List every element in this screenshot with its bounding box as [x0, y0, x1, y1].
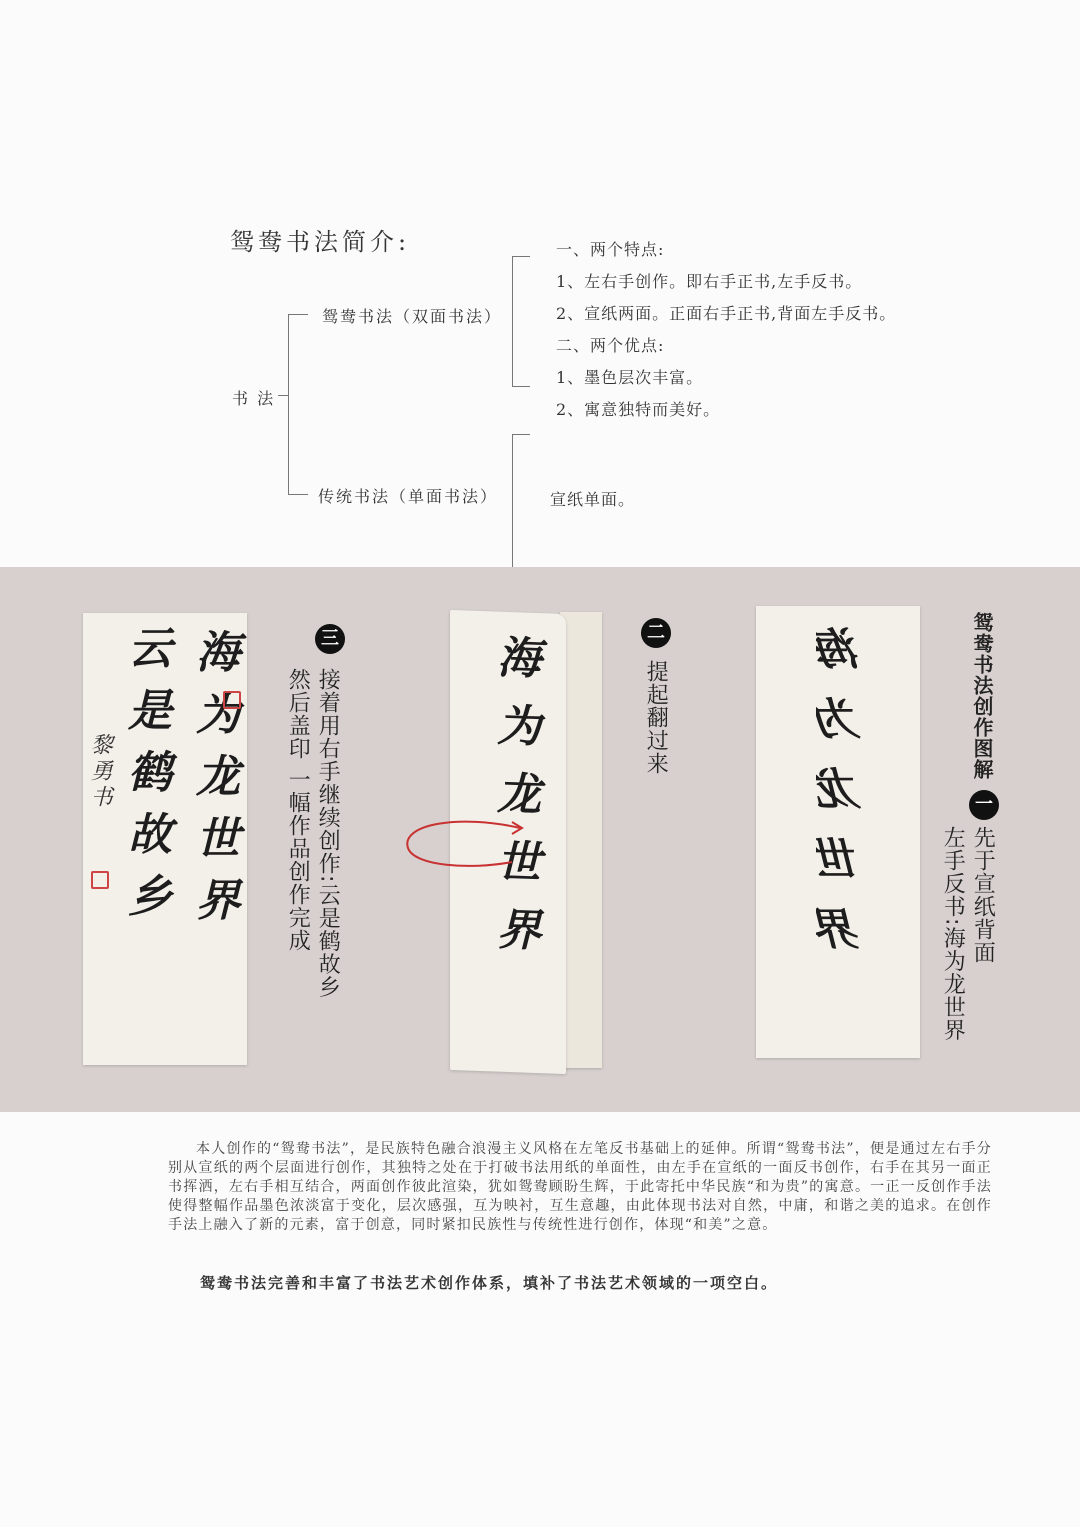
- conclusion-line: 鸳鸯书法完善和丰富了书法艺术创作体系，填补了书法艺术领域的一项空白。: [200, 1274, 779, 1292]
- seal-top: [223, 691, 241, 709]
- artwork-back-mirror: [756, 606, 920, 1058]
- step3-line1: 接着用右手继续创作:云是鹤故乡: [315, 668, 341, 999]
- dual-item-1: 一、两个特点:: [556, 240, 665, 259]
- bracket-dual-bottom: [512, 386, 530, 387]
- step3-badge: 三: [315, 624, 345, 654]
- step1-line2: 左手反书:海为龙世界: [940, 826, 966, 1042]
- flip-arrow-icon: [400, 818, 530, 878]
- bracket-trad-vertical: [512, 434, 513, 567]
- tree-branch-bottom: [288, 494, 308, 495]
- bracket-dual-vertical: [512, 256, 513, 386]
- step1-line1: 先于宣纸背面: [970, 826, 996, 964]
- artwork-back-sheet: [560, 612, 602, 1068]
- dual-item-4: 二、两个优点:: [556, 336, 665, 355]
- dual-item-3: 2、宣纸两面。正面右手正书,背面左手反书。: [556, 304, 897, 323]
- dual-item-2: 1、左右手创作。即右手正书,左手反书。: [556, 272, 863, 291]
- final-calligraphy-left-col: 云是鹤故乡: [120, 625, 171, 935]
- description-paragraph: 本人创作的“鸳鸯书法”，是民族特色融合浪漫主义风格在左笔反书基础上的延伸。所谓“鸳鸯书法”，便是通过左右手分别从宣纸的两个层面进行创作，其独特之处在于打破书法用纸的单面性，由左手在宣纸的一面反书创作，右手在其另一面正书挥洒，左右手相互结合，两面创作彼此渲染，犹如鸳鸯顾盼生辉，于此寄托中华民族“和为贵”的寓意。一正一反创作手法使得整幅作品墨色浓淡富于变化，层次感强，互为映衬，互生意趣，由此体现书法对自然，中庸，和谐之美的追求。在创作手法上融入了新的元素，富于创意，同时紧扣民族性与传统性进行创作，体现“和美”之意。: [168, 1141, 992, 1233]
- step3-line2: 然后盖印 一幅作品创作完成: [285, 668, 311, 952]
- dual-item-5: 1、墨色层次丰富。: [556, 368, 704, 387]
- tree-root-label: 书 法: [232, 389, 276, 408]
- step2-badge: 二: [641, 618, 671, 648]
- artwork-final: [83, 613, 247, 1065]
- traditional-item: 宣纸单面。: [550, 490, 636, 509]
- intro-title: 鸳鸯书法简介:: [230, 228, 411, 256]
- seal-signature: [91, 871, 109, 889]
- bracket-dual-top: [512, 256, 530, 257]
- tree-branch-top: [288, 314, 308, 315]
- artist-signature: 黎勇书: [87, 733, 113, 811]
- dual-item-6: 2、寓意独特而美好。: [556, 400, 721, 419]
- step2-line1: 提起翻过来: [643, 660, 669, 775]
- bracket-trad-top: [512, 434, 530, 435]
- mirror-calligraphy: 海为龙世界: [818, 626, 869, 976]
- branch-dual-label: 鸳鸯书法（双面书法）: [322, 307, 503, 326]
- tree-root-stub: [278, 395, 288, 396]
- diagram-title: 鸳鸯书法创作图解: [970, 612, 994, 780]
- tree-vertical-main: [288, 314, 289, 494]
- flipping-calligraphy: 海为龙世界: [489, 633, 540, 976]
- final-calligraphy-right-col: 海为龙世界: [188, 629, 239, 939]
- branch-traditional-label: 传统书法（单面书法）: [318, 487, 499, 506]
- step1-badge: 一: [969, 790, 999, 820]
